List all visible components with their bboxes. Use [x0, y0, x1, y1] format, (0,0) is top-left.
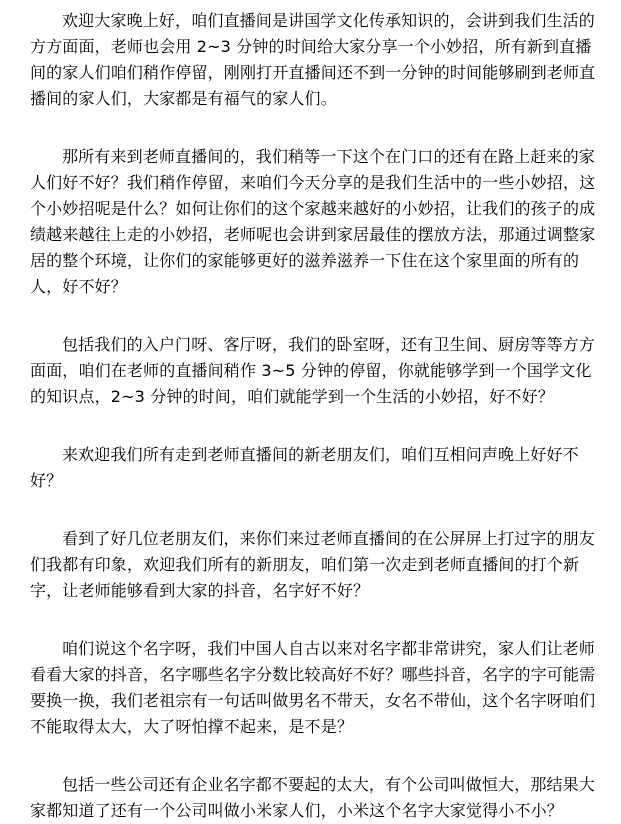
paragraph-5: 看到了好几位老朋友们，来你们来过老师直播间的在公屏屏上打过字的朋友们我都有印象，欢迎我们所有的新朋友，咱们第一次走到老师直播间的打个新字，让老师能够看到大家的抖音，名字好不好？	[30, 529, 595, 600]
paragraph-4: 来欢迎我们所有走到老师直播间的新老朋友们，咱们互相问声晚上好好不好？	[30, 445, 579, 490]
paragraph-2: 那所有来到老师直播间的，我们稍等一下这个在门口的还有在路上赶来的家人们好不好？我们稍作停留，来咱们今天分享的是我们生活中的一些小妙招，这个小妙招呢是什么？如何让你们的这个家越来越好的小妙招，让我们的孩子的成绩越来越往上走的小妙招，老师呢也会讲到家居最佳的摆放方法，那通过调整家居的整个环境，让你们的家能够更好的滋养滋养一下住在这个家里面的所有的人，好不好？	[30, 147, 596, 296]
paragraph-3: 包括我们的入户门呀、客厅呀，我们的卧室呀，还有卫生间、厨房等等方方面面，咱们在老师的直播间稍作 3~5 分钟的停留，你就能够学到一个国学文化的知识点，2~3 分钟的时间，咱们就能学到一个生活的小妙招，好不好？	[30, 335, 595, 406]
paragraph-7: 包括一些公司还有企业名字都不要起的太大，有个公司叫做恒大，那结果大家都知道了还有一个公司叫做小米家人们，小米这个名字大家觉得小不小？	[30, 775, 595, 820]
paragraph-1: 欢迎大家晚上好，咱们直播间是讲国学文化传承知识的，会讲到我们生活的方方面面，老师也会用 2~3 分钟的时间给大家分享一个小妙招，所有新到直播间的家人们咱们稍作停留，刚刚打开直播间还不到一分钟的时间能够刷到老师直播间的家人们，大家都是有福气的家人们。	[30, 11, 596, 108]
paragraph-6: 咱们说这个名字呀，我们中国人自古以来对名字都非常讲究，家人们让老师看看大家的抖音，名字哪些名字分数比较高好不好？哪些抖音，名字的字可能需要换一换，我们老祖宗有一句话叫做男名不带天，女名不带仙，这个名字呀咱们不能取得太大，大了呀怕撑不起来，是不是？	[30, 639, 596, 736]
